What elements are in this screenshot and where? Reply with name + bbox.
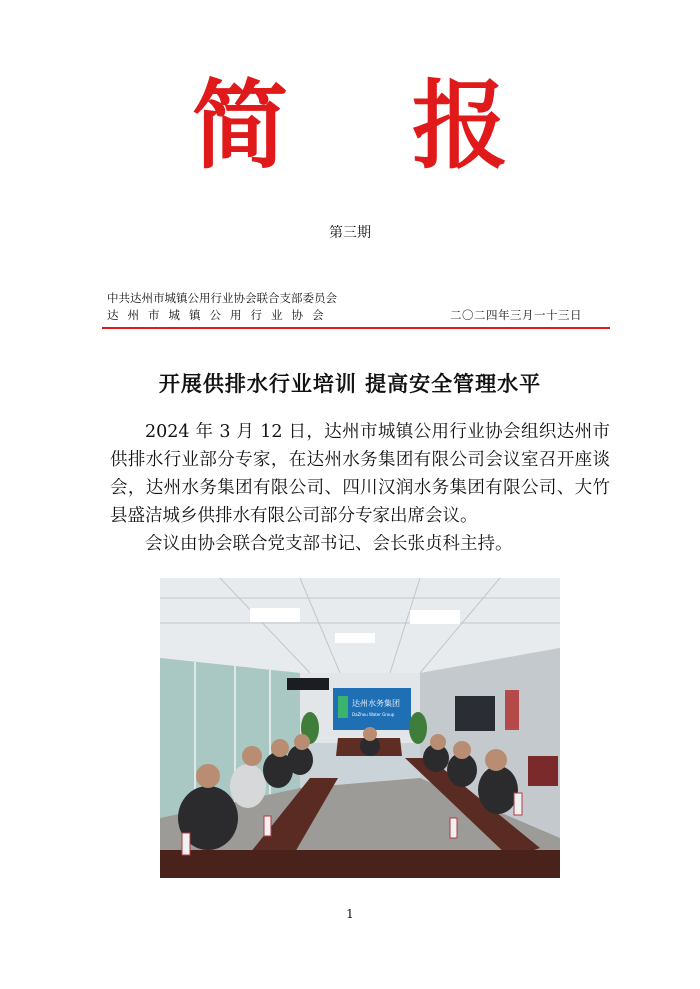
issue-date: 二〇二四年三月一十三日: [450, 308, 582, 322]
header-divider: [102, 327, 610, 329]
article-paragraph-1: 2024 年 3 月 12 日，达州市城镇公用行业协会组织达州市供排水行业部分专家，在达州水务集团有限公司会议室召开座谈会，达州水务集团有限公司、四川汉润水务集团有限公司、大竹县盛洁城乡供排水有限公司部分专家出席会议。: [110, 422, 610, 526]
banner-company-sign: 达州水务集团: [352, 699, 400, 708]
article-body: [110, 418, 610, 558]
issuer-association: 达州市城镇公用行业协会: [107, 308, 333, 322]
issue-number: 第三期: [329, 225, 371, 241]
page-number: 1: [346, 907, 354, 921]
meeting-photo: [160, 578, 560, 878]
bulletin-title-char-1: 简: [192, 69, 288, 182]
issuer-party-branch: 中共达州市城镇公用行业协会联合支部委员会: [107, 291, 337, 305]
article-headline: 开展供排水行业培训 提高安全管理水平: [158, 371, 542, 396]
article-paragraph-2: 会议由协会联合党支部书记、会长张贞科主持。: [145, 534, 513, 554]
banner-company-sign-en: DaZhou Water Group: [352, 712, 395, 717]
bulletin-title-char-2: 报: [412, 69, 508, 182]
